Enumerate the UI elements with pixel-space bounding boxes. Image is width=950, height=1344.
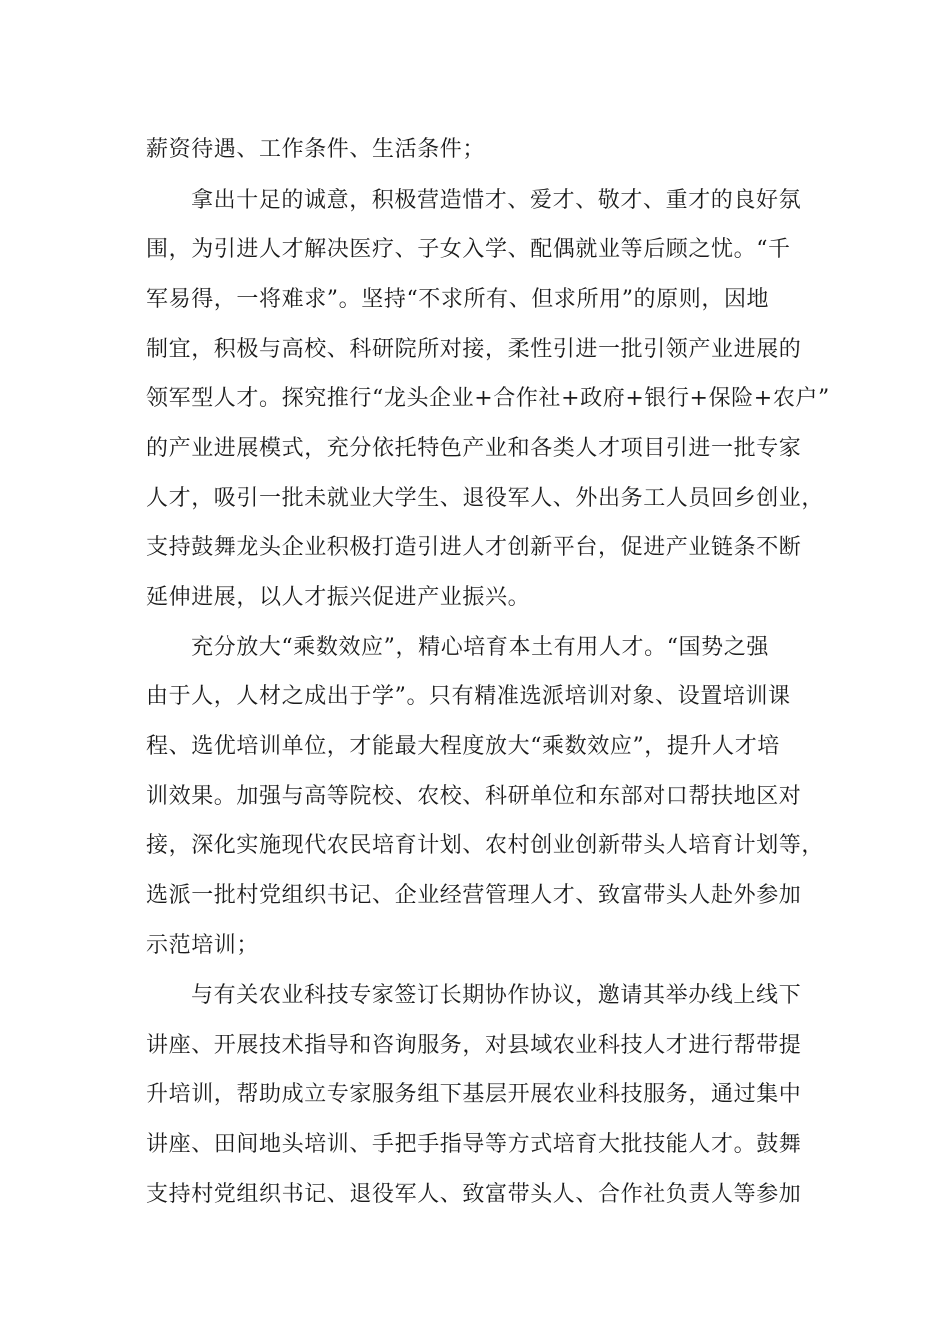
text-line: 程、选优培训单位，才能最大程度放大“乘数效应”，提升人才培 [146, 734, 780, 759]
paragraph-start-line: 与有关农业科技专家签订长期协作协议，邀请其举办线上线下 [191, 983, 802, 1008]
text-line: 支持鼓舞龙头企业积极打造引进人才创新平台，促进产业链条不断 [146, 535, 802, 560]
text-line: 围，为引进人才解决医疗、子女入学、配偶就业等后顾之忧。“千 [146, 237, 791, 262]
text-line: 人才，吸引一批未就业大学生、退役军人、外出务工人员回乡创业， [146, 486, 825, 511]
text-line: 升培训，帮助成立专家服务组下基层开展农业科技服务，通过集中 [146, 1082, 802, 1107]
text-line: 的产业进展模式，充分依托特色产业和各类人才项目引进一批专家 [146, 436, 802, 461]
paragraph-start-line: 拿出十足的诚意，积极营造惜才、爱才、敬才、重才的良好氛 [191, 188, 802, 213]
text-line: 支持村党组织书记、退役军人、致富带头人、合作社负责人等参加 [146, 1182, 802, 1207]
paragraph-start-line: 充分放大“乘数效应”，精心培育本土有用人才。“国势之强 [191, 635, 769, 660]
text-line: 延伸进展，以人才振兴促进产业振兴。 [146, 585, 531, 610]
text-line: 示范培训； [146, 933, 260, 958]
text-line: 选派一批村党组织书记、企业经营管理人才、致富带头人赴外参加 [146, 883, 802, 908]
text-line: 接，深化实施现代农民培育计划、农村创业创新带头人培育计划等， [146, 833, 825, 858]
text-line: 制宜，积极与高校、科研院所对接，柔性引进一批引领产业进展的 [146, 337, 802, 362]
text-line: 领军型人才。探究推行“龙头企业+合作社+政府+银行+保险+农户” [146, 386, 830, 411]
text-line: 讲座、开展技术指导和咨询服务，对县域农业科技人才进行帮带提 [146, 1033, 802, 1058]
text-line: 讲座、田间地头培训、手把手指导等方式培育大批技能人才。鼓舞 [146, 1132, 802, 1157]
text-line: 训效果。加强与高等院校、农校、科研单位和东部对口帮扶地区对 [146, 784, 802, 809]
text-line: 军易得，一将难求”。坚持“不求所有、但求所用”的原则，因地 [146, 287, 770, 312]
text-line: 由于人，人材之成出于学”。只有精准选派培训对象、设置培训课 [146, 684, 791, 709]
text-line: 薪资待遇、工作条件、生活条件； [146, 137, 486, 162]
